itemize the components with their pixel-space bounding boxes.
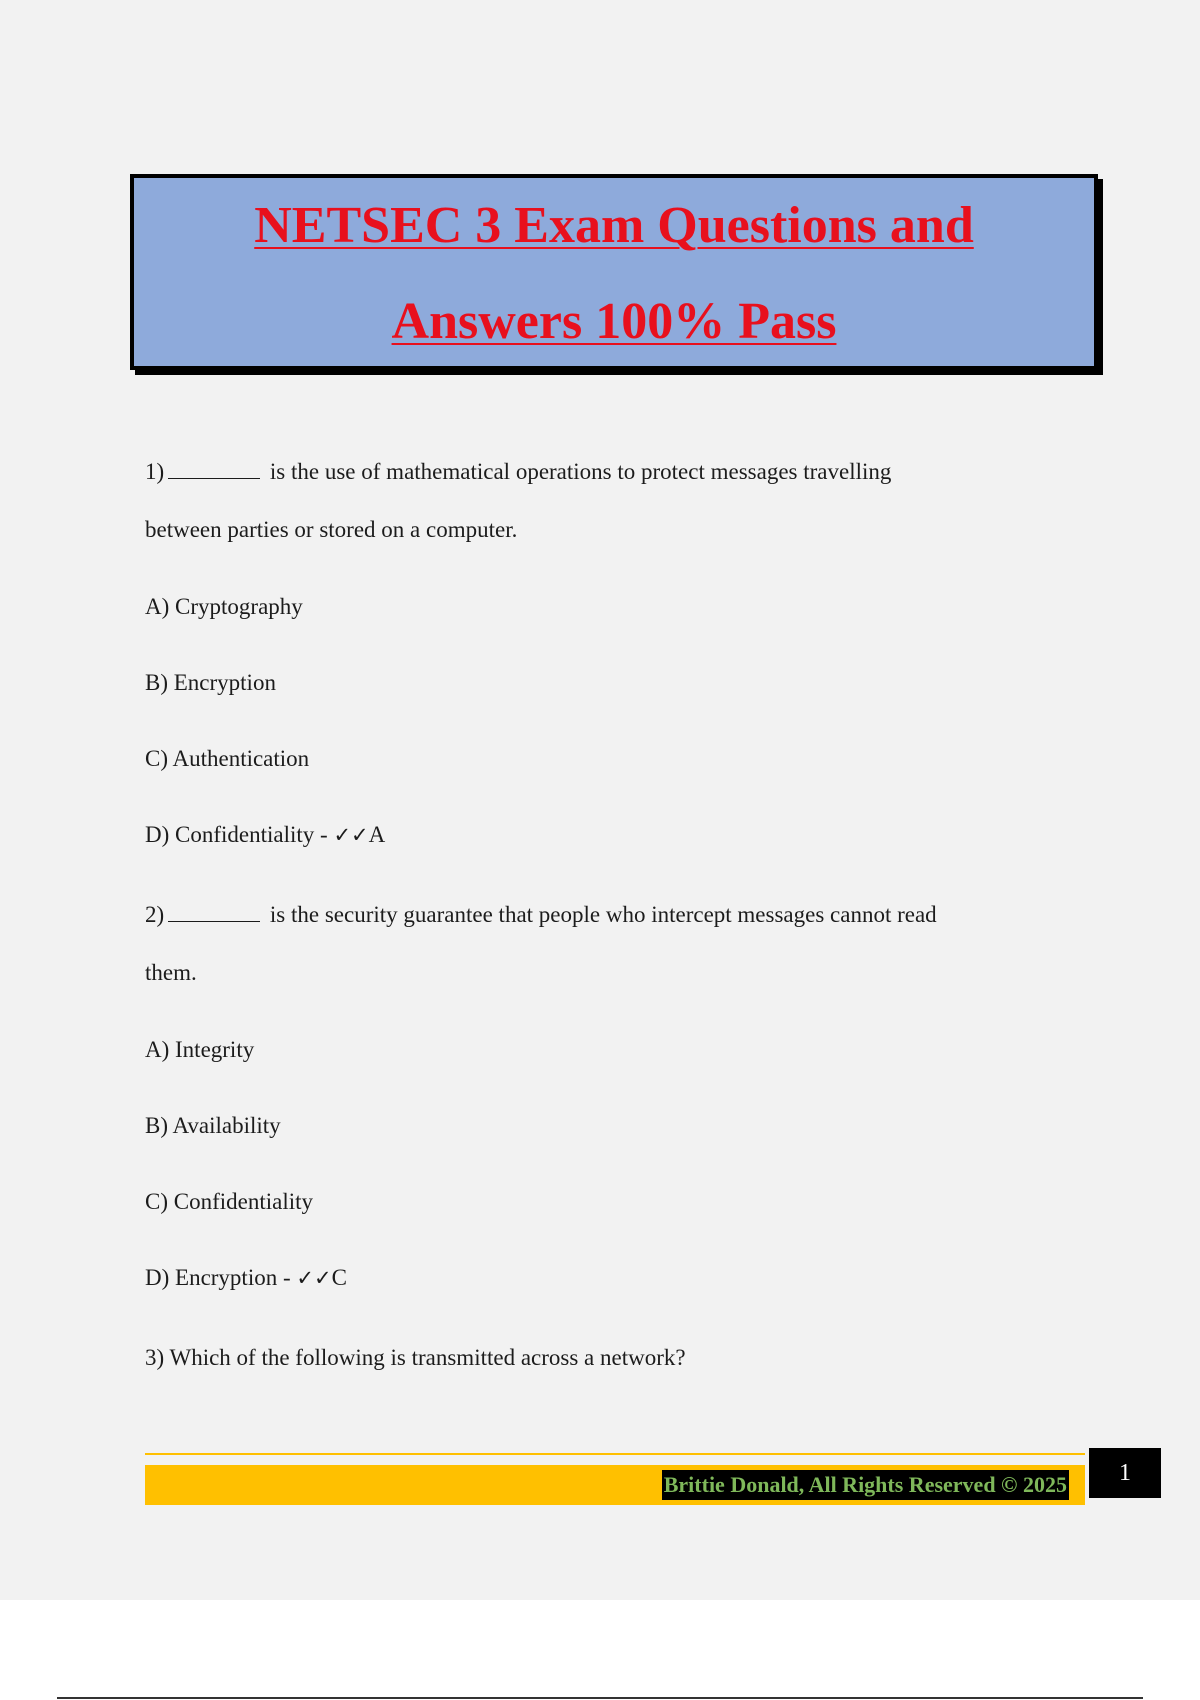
footer-rule bbox=[145, 1453, 1085, 1455]
option-d bbox=[145, 1258, 1105, 1338]
question-1 bbox=[145, 452, 1105, 510]
option-b: B) Encryption bbox=[145, 670, 276, 695]
page-number: 1 bbox=[1089, 1448, 1161, 1498]
question-text: is the security guarantee that people who intercept messages cannot read bbox=[269, 902, 937, 927]
bottom-divider bbox=[57, 1697, 1143, 1699]
option-d bbox=[145, 815, 1105, 895]
question-2 bbox=[145, 895, 1105, 953]
question-1-continued: between parties or stored on a computer. bbox=[145, 517, 518, 542]
answer-blank bbox=[168, 460, 260, 479]
answer-letter: A bbox=[368, 822, 386, 847]
checkmark-icon: ✓✓ bbox=[296, 1266, 332, 1290]
footer-band bbox=[145, 1465, 1085, 1505]
copyright-text: Brittie Donald, All Rights Reserved © 2025 bbox=[662, 1470, 1069, 1500]
title-box bbox=[130, 174, 1098, 370]
option-c: C) Confidentiality bbox=[145, 1189, 314, 1214]
option-a: A) Integrity bbox=[145, 1037, 255, 1062]
title-line-2: Answers 100% Pass bbox=[391, 293, 837, 350]
option-d-text: D) Encryption - bbox=[145, 1265, 297, 1290]
answer-blank bbox=[168, 903, 260, 922]
question-2-continued: them. bbox=[145, 960, 197, 985]
checkmark-icon: ✓✓ bbox=[333, 823, 369, 847]
option-a: A) Cryptography bbox=[145, 594, 303, 619]
title-line-1: NETSEC 3 Exam Questions and bbox=[254, 197, 974, 254]
question-number: 2) bbox=[145, 902, 165, 927]
question-3: 3) Which of the following is transmitted across a network? bbox=[145, 1345, 686, 1370]
option-c: C) Authentication bbox=[145, 746, 310, 771]
option-b: B) Availability bbox=[145, 1113, 281, 1138]
option-d-text: D) Confidentiality - bbox=[145, 822, 334, 847]
question-text: is the use of mathematical operations to protect messages travelling bbox=[269, 459, 892, 484]
answer-letter: C bbox=[331, 1265, 347, 1290]
questions-content bbox=[145, 452, 1105, 1396]
question-number: 1) bbox=[145, 459, 165, 484]
